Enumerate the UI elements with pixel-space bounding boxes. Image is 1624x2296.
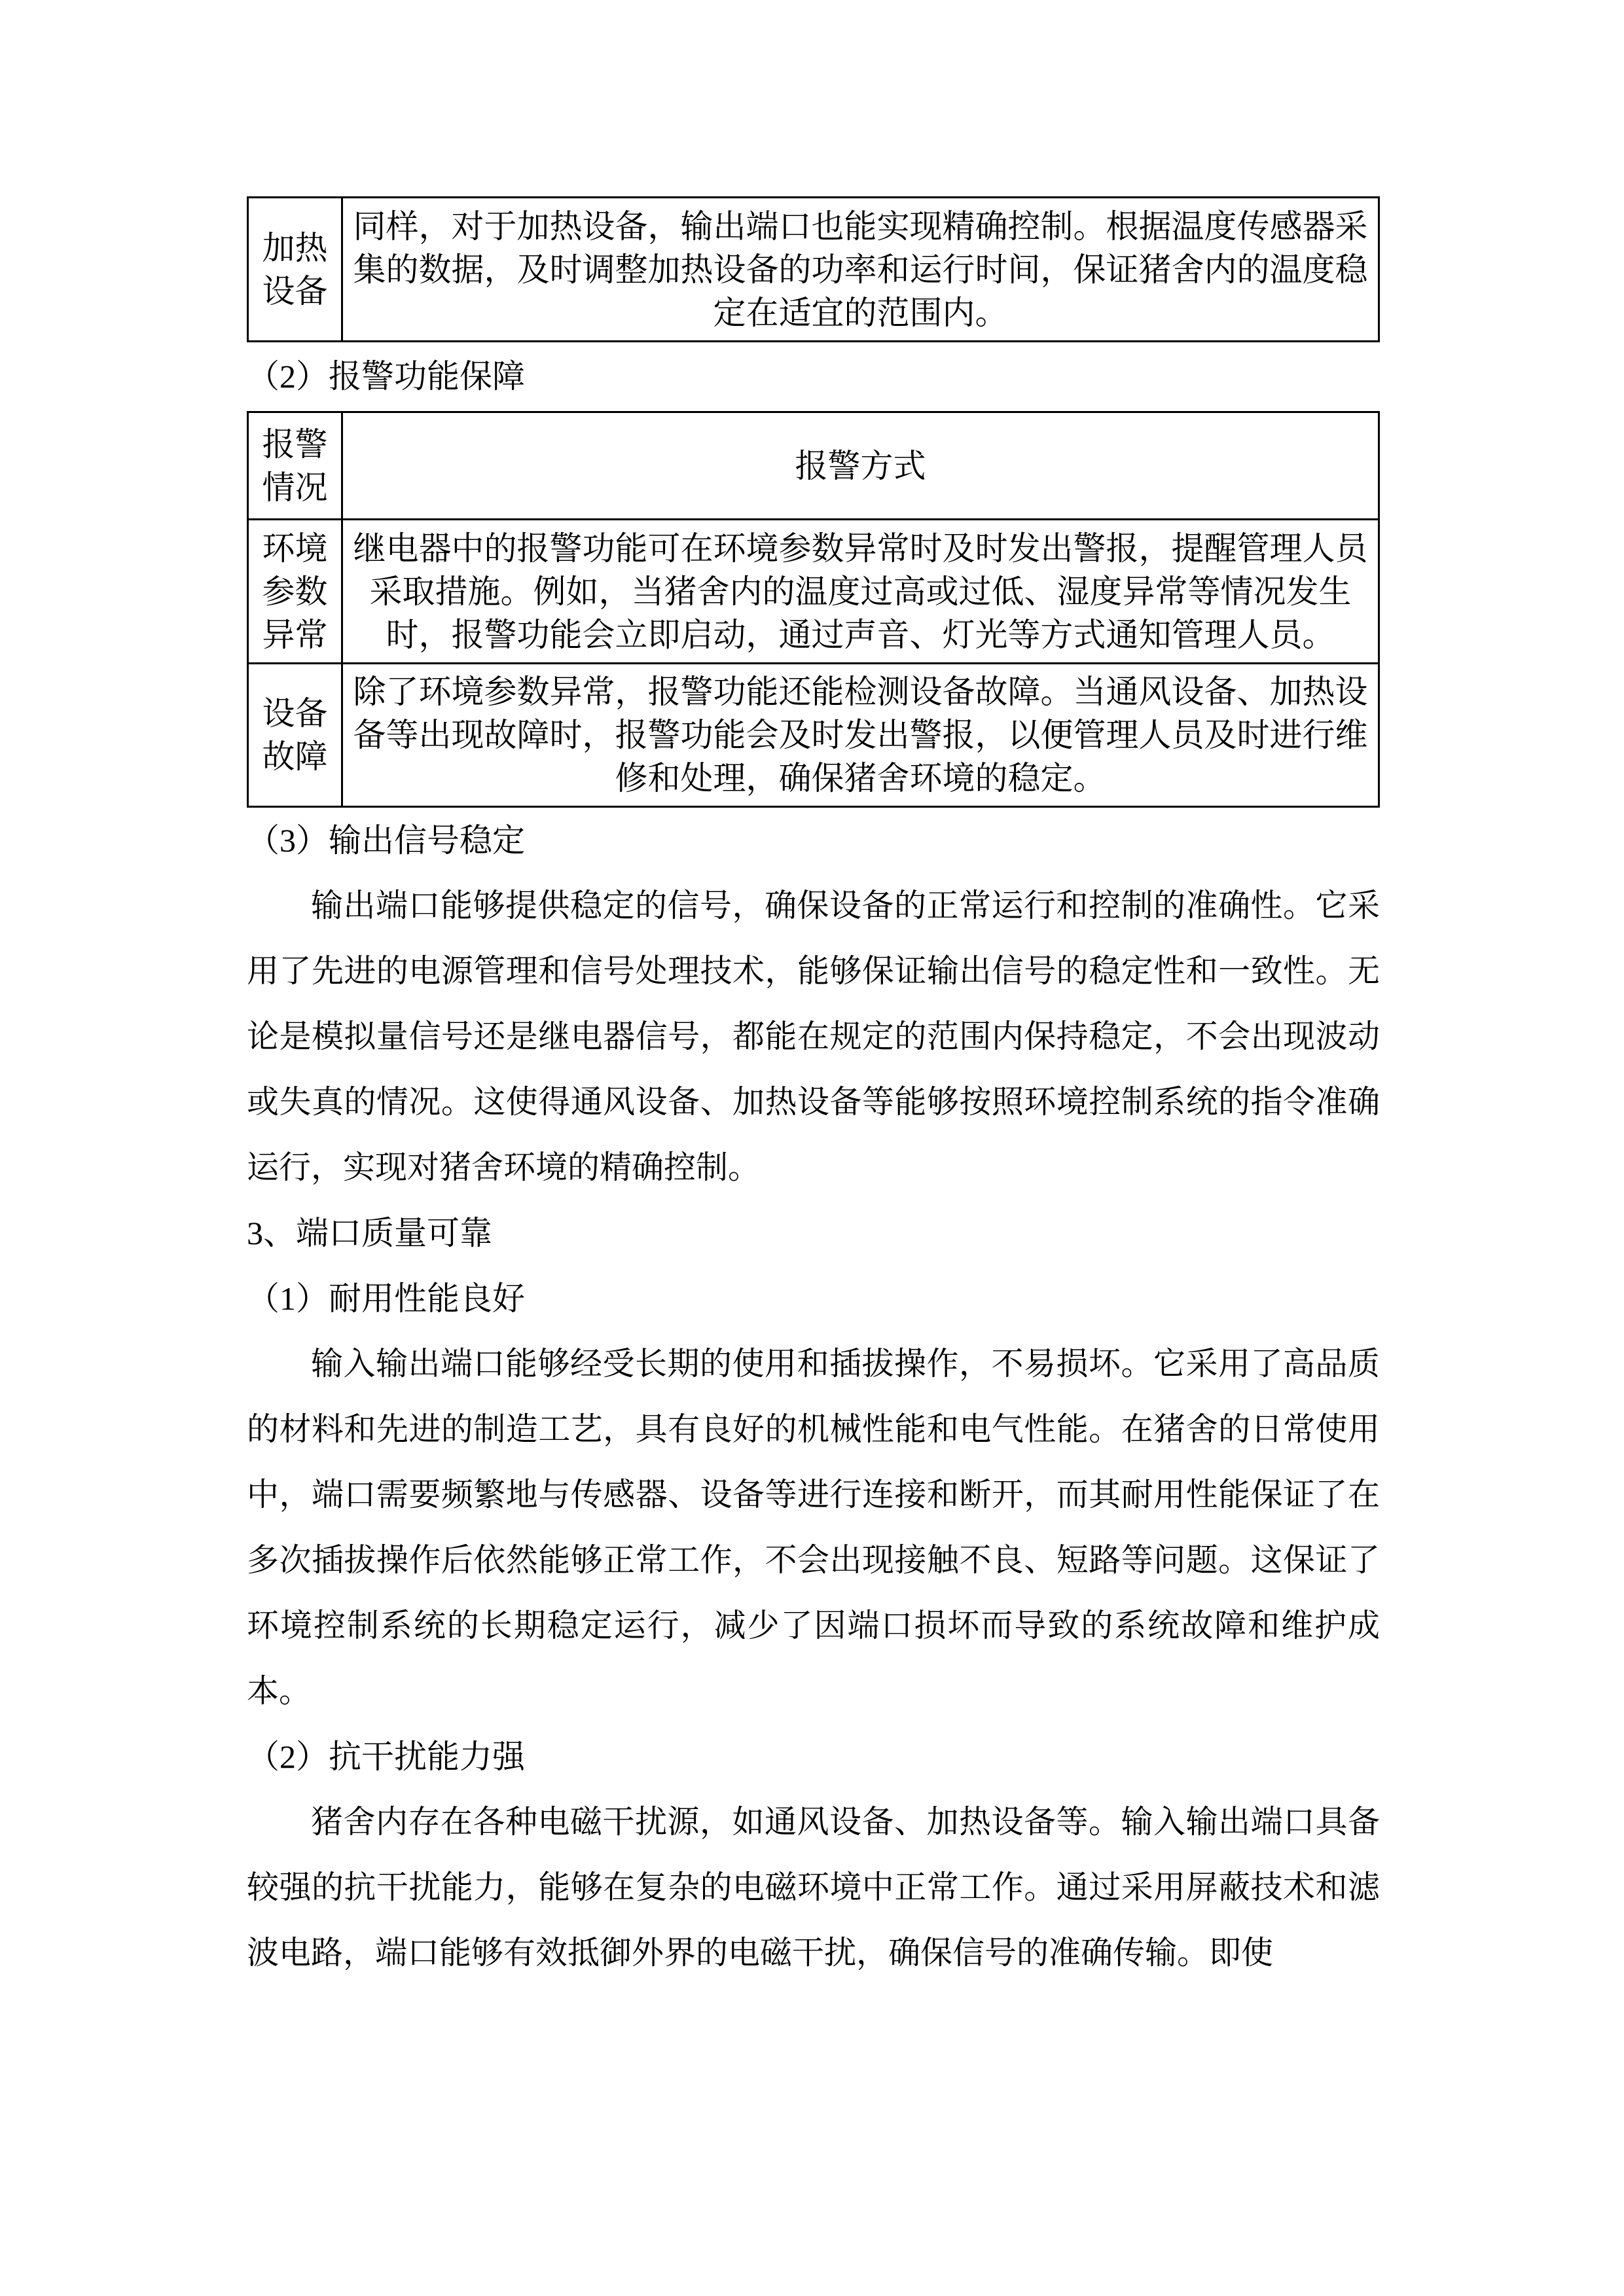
env-abnormal-label-cell: 环境参数异常 xyxy=(248,520,342,664)
port-quality-heading: 3、端口质量可靠 xyxy=(247,1215,492,1251)
heating-row-text-cell: 同样，对于加热设备，输出端口也能实现精确控制。根据温度传感器采集的数据，及时调整加热设备的功率和运行时间，保证猪舍内的温度稳定在适宜的范围内。 xyxy=(342,198,1379,342)
heating-row-label-cell: 加热设备 xyxy=(248,198,342,342)
table-row xyxy=(248,198,1379,342)
alarm-section-heading: （2）报警功能保障 xyxy=(247,358,525,395)
table-row xyxy=(248,520,1379,664)
output-signal-paragraph: 输出端口能够提供稳定的信号，确保设备的正常运行和控制的准确性。它采用了先进的电源管理和信号处理技术，能够保证输出信号的稳定性和一致性。无论是模拟量信号还是继电器信号，都能在规定的范围内保持稳定，不会出现波动或失真的情况。这使得通风设备、加热设备等能够按照环境控制系统的指令准确运行，实现对猪舍环境的精确控制。 xyxy=(247,888,1380,1185)
device-fault-label-cell: 设备故障 xyxy=(248,664,342,807)
table-row xyxy=(248,664,1379,807)
durability-paragraph: 输入输出端口能够经受长期的使用和插拔操作，不易损坏。它采用了高品质的材料和先进的制造工艺，具有良好的机械性能和电气性能。在猪舍的日常使用中，端口需要频繁地与传感器、设备等进行连接和断开，而其耐用性能保证了在多次插拔操作后依然能够正常工作，不会出现接触不良、短路等问题。这保证了环境控制系统的长期稳定运行，减少了因端口损坏而导致的系统故障和维护成本。 xyxy=(247,1346,1380,1709)
durability-heading: （1）耐用性能良好 xyxy=(247,1280,525,1317)
output-signal-heading: （3）输出信号稳定 xyxy=(247,822,525,859)
anti-interference-paragraph: 猪舍内存在各种电磁干扰源，如通风设备、加热设备等。输入输出端口具备较强的抗干扰能力，能够在复杂的电磁环境中正常工作。通过采用屏蔽技术和滤波电路，端口能够有效抵御外界的电磁干扰，确保信号的准确传输。即使 xyxy=(247,1804,1380,1971)
alarm-table-header-method: 报警方式 xyxy=(342,412,1379,520)
table-header-row xyxy=(248,412,1379,520)
heating-device-table xyxy=(247,196,1380,342)
alarm-table-header-situation: 报警情况 xyxy=(248,412,342,520)
env-abnormal-text-cell: 继电器中的报警功能可在环境参数异常时及时发出警报，提醒管理人员采取措施。例如，当猪舍内的温度过高或过低、湿度异常等情况发生时，报警功能会立即启动，通过声音、灯光等方式通知管理人员。 xyxy=(342,520,1379,664)
document-content xyxy=(247,196,1380,1986)
device-fault-text-cell: 除了环境参数异常，报警功能还能检测设备故障。当通风设备、加热设备等出现故障时，报警功能会及时发出警报，以便管理人员及时进行维修和处理，确保猪舍环境的稳定。 xyxy=(342,664,1379,807)
anti-interference-heading: （2）抗干扰能力强 xyxy=(247,1738,525,1775)
alarm-table xyxy=(247,411,1380,808)
